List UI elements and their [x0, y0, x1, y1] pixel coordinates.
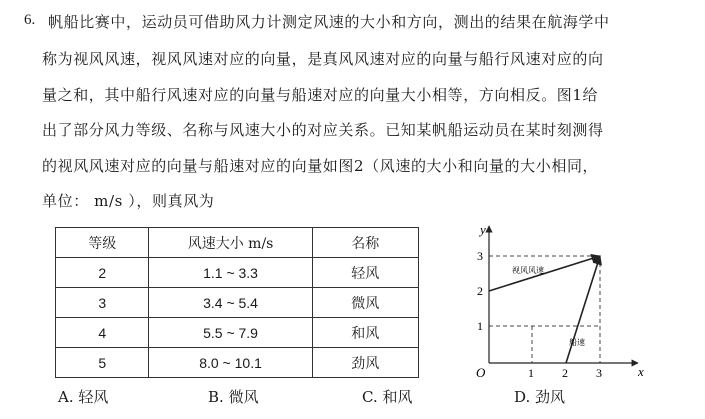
- cell-level: 3: [56, 288, 149, 318]
- question-line-2: 称为视风风速，视风风速对应的向量，是真风风速对应的向量与船行风速对应的向: [42, 50, 604, 68]
- option-d-letter: D.: [514, 388, 531, 406]
- x-axis-label: x: [638, 364, 644, 379]
- option-a[interactable]: [58, 386, 108, 407]
- y-tick-3: 3: [477, 249, 483, 263]
- table-header-row: [56, 228, 419, 258]
- x-tick-3: 3: [596, 366, 602, 380]
- option-a-text: 轻风: [78, 388, 109, 406]
- header-level: 等级: [56, 228, 149, 258]
- option-c-letter: C.: [362, 388, 378, 406]
- cell-speed: 8.0 ~ 10.1: [149, 348, 312, 378]
- x-tick-1: 1: [528, 366, 534, 380]
- cell-speed: 1.1 ~ 3.3: [149, 258, 312, 288]
- x-tick-2: 2: [562, 366, 568, 380]
- cell-name: 劲风: [312, 348, 418, 378]
- option-d-text: 劲风: [535, 388, 566, 406]
- cell-speed: 5.5 ~ 7.9: [149, 318, 312, 348]
- origin-label: O: [476, 365, 486, 380]
- table-row: [56, 288, 419, 318]
- option-b[interactable]: [208, 386, 259, 407]
- table-row: [56, 258, 419, 288]
- question-line-1: 帆船比赛中，运动员可借助风力计测定风速的大小和方向，测出的结果在航海学中: [48, 13, 610, 31]
- apparent-wind-vector: [489, 256, 600, 291]
- cell-name: 和风: [312, 318, 418, 348]
- cell-level: 4: [56, 318, 149, 348]
- boat-speed-label: 船速: [569, 338, 585, 347]
- cell-name: 微风: [312, 288, 418, 318]
- cell-name: 轻风: [312, 258, 418, 288]
- question-line-4: 出了部分风力等级、名称与风速大小的对应关系。已知某帆船运动员在某时刻测得: [42, 121, 604, 139]
- vector-diagram: [470, 220, 650, 380]
- option-c[interactable]: [362, 386, 413, 407]
- question-line-5: 的视风风速对应的向量与船速对应的向量如图2（风速的大小和向量的大小相同，: [42, 157, 599, 175]
- table-row: [56, 348, 419, 378]
- option-d[interactable]: [514, 386, 565, 407]
- y-axis-label: y: [480, 222, 486, 237]
- cell-speed: 3.4 ~ 5.4: [149, 288, 312, 318]
- apparent-wind-label: 视风风速: [512, 266, 544, 275]
- option-b-text: 微风: [228, 388, 259, 406]
- cell-level: 5: [56, 348, 149, 378]
- wind-scale-table: [55, 227, 419, 378]
- y-tick-2: 2: [477, 284, 483, 298]
- question-number: 6.: [24, 12, 36, 28]
- table-row: [56, 318, 419, 348]
- option-c-text: 和风: [382, 388, 413, 406]
- cell-level: 2: [56, 258, 149, 288]
- header-name: 名称: [312, 228, 418, 258]
- option-b-letter: B.: [208, 388, 224, 406]
- option-a-letter: A.: [58, 388, 74, 406]
- y-tick-1: 1: [477, 319, 483, 333]
- header-speed: 风速大小 m/s: [149, 228, 312, 258]
- question-line-3: 量之和，其中船行风速对应的向量与船速对应的向量大小相等，方向相反。图1给: [42, 86, 599, 104]
- question-line-6: 单位： m/s ），则真风为: [42, 192, 215, 210]
